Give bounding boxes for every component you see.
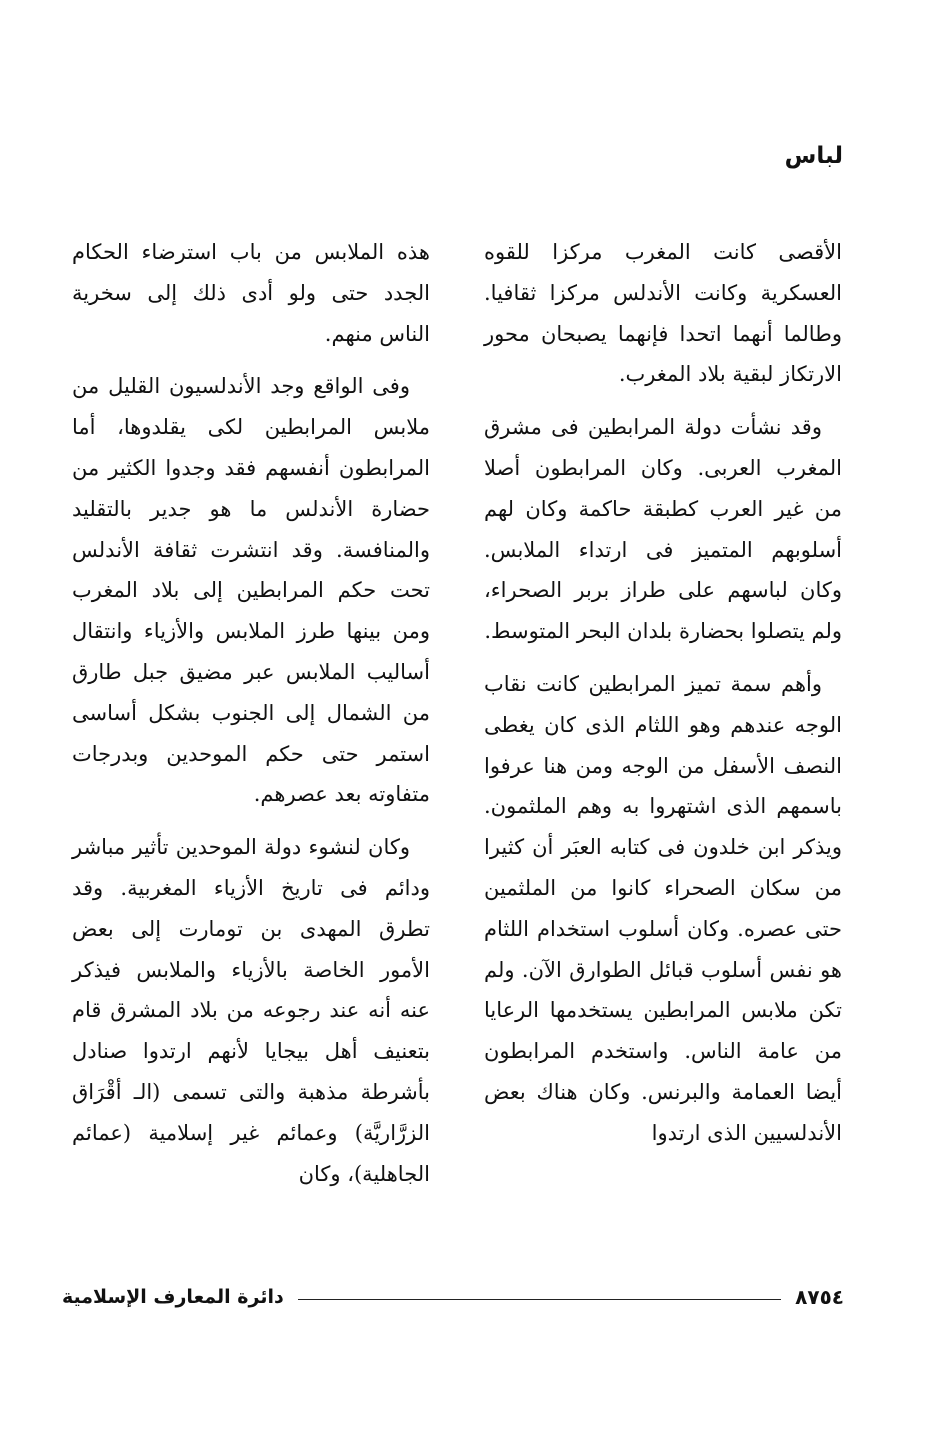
- paragraph: وكان لنشوء دولة الموحدين تأثير مباشر ودائم فى تاريخ الأزياء المغربية. وقد تطرق المهدى بن تومارت إلى بعض الأمور الخاصة بالأزياء والملابس فيذكر عنه أنه عند رجوعه من بلاد المشرق قام بتعنيف أهل بيجايا لأنهم ارتدوا صنادل بأشرطة مذهبة والتى تسمى (الـ أقْرَاق الزرَّاريَّة) وعمائم غير إسلامية (عمائم الجاهلية)، وكان: [72, 835, 430, 1186]
- paragraph: وأهم سمة تميز المرابطين كانت نقاب الوجه عندهم وهو اللثام الذى كان يغطى النصف الأسفل من الوجه ومن هنا عرفوا باسمهم الذى اشتهروا به وهم الملثمون. ويذكر ابن خلدون فى كتابه العبَر أن كثيرا من سكان الصحراء كانوا من الملثمين حتى عصره. وكان أسلوب استخدام اللثام هو نفس أسلوب قبائل الطوارق الآن. ولم تكن ملابس المرابطين يستخدمها الرعايا من عامة الناس. واستخدم المرابطون أيضا العمامة والبرنس. وكان هناك بعض الأندلسيين الذى ارتدوا: [484, 671, 842, 1145]
- paragraph: الأقصى كانت المغرب مركزا للقوه العسكرية وكانت الأندلس مركزا ثقافيا. وطالما أنهما اتحدا فإنهما يصبحان محور الارتكاز لبقية بلاد المغرب.: [484, 240, 842, 387]
- paragraph: وقد نشأت دولة المرابطين فى مشرق المغرب العربى. وكان المرابطون أصلا من غير العرب كطبقة حاكمة وكان لهم أسلوبهم المتميز فى ارتداء الملابس. وكان لباسهم على طراز بربر الصحراء، ولم يتصلوا بحضارة بلدان البحر المتوسط.: [484, 415, 842, 644]
- publication-title: دائرة المعارف الإسلامية: [62, 1286, 284, 1308]
- paragraph: وفى الواقع وجد الأندلسيون القليل من ملابس المرابطين لكى يقلدوها، أما المرابطون أنفسهم فقد وجدوا الكثير من حضارة الأندلس ما هو جدير بالتقليد والمنافسة. وقد انتشرت ثقافة الأندلس تحت حكم المرابطين إلى بلاد المغرب ومن بينها طرز الملابس والأزياء وانتقال أساليب الملابس عبر مضيق جبل طارق من الشمال إلى الجنوب بشكل أساسى استمر حتى حكم الموحدين وبدرجات متفاوته بعد عصرهم.: [72, 374, 430, 807]
- page-footer: [62, 1283, 844, 1311]
- left-column: [72, 232, 430, 1206]
- footer-divider: [298, 1299, 781, 1300]
- running-title: لباس: [784, 143, 843, 169]
- paragraph: هذه الملابس من باب استرضاء الحكام الجدد حتى ولو أدى ذلك إلى سخرية الناس منهم.: [72, 240, 430, 346]
- right-column: [484, 232, 842, 1166]
- page-number: ٨٧٥٤: [795, 1285, 844, 1309]
